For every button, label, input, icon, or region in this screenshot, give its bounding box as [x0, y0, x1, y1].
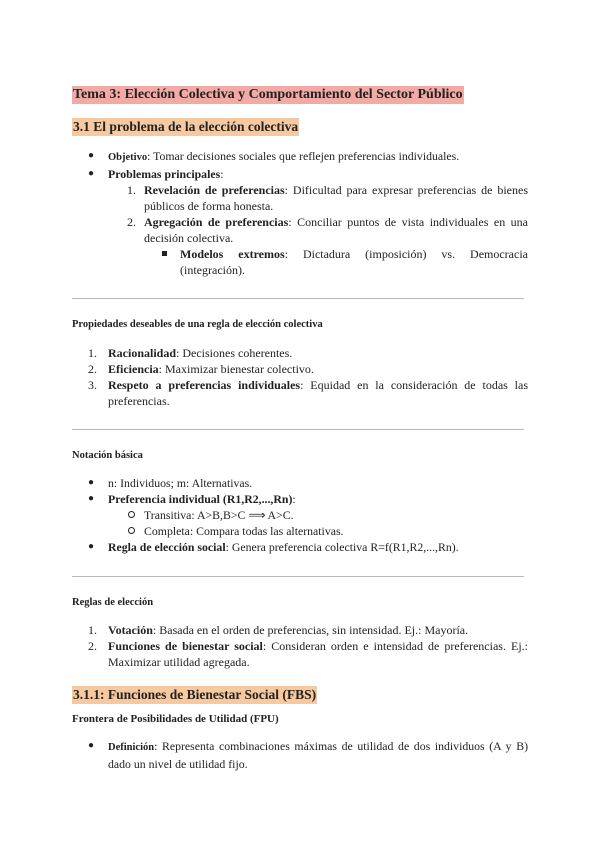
- transitiva-text: Transitiva: A>B,B>C ⟹ A>C.: [144, 508, 294, 522]
- problema-number-1: 1.: [127, 183, 136, 197]
- propiedad-label-1: Racionalidad: [108, 346, 177, 360]
- definicion-label: Definición: [108, 742, 155, 753]
- problemas-label: Problemas principales: [108, 167, 221, 181]
- propiedad-item-3: [72, 377, 528, 409]
- problema-number-2: 2.: [127, 215, 136, 229]
- objetivo-text: : Tomar decisiones sociales que reflejen preferencias individuales.: [147, 149, 460, 163]
- regla-item-1: [72, 622, 528, 638]
- propiedad-text-2: : Maximizar bienestar colectivo.: [158, 362, 314, 376]
- propiedades-heading: Propiedades deseables de una regla de elección colectiva: [72, 319, 323, 330]
- bullet-icon: ●: [88, 168, 95, 179]
- notacion-subitem-completa: [72, 523, 528, 539]
- bullet-icon: ●: [88, 477, 95, 488]
- propiedad-label-2: Eficiencia: [108, 362, 159, 376]
- notacion-heading: Notación básica: [72, 450, 143, 461]
- problema-item-1: [72, 182, 528, 214]
- regla-text: : Genera preferencia colectiva R=f(R1,R2,...,Rn).: [225, 540, 459, 554]
- section-heading-row: [72, 686, 528, 704]
- circle-bullet-icon: [128, 511, 135, 518]
- problema-text-2: : Conciliar puntos de vista individuales en una decisión colectiva.: [144, 215, 529, 245]
- problema-label-2: Agregación de preferencias: [144, 215, 289, 229]
- regla-text-1: : Basada en el orden de preferencias, sin intensidad. Ej.: Mayoría.: [152, 623, 469, 637]
- notacion-text-1: n: Individuos; m: Alternativas.: [108, 476, 253, 490]
- notacion-item-1: [72, 475, 528, 491]
- bullet-icon: ●: [88, 150, 95, 161]
- objetivo-label: Objetivo: [108, 152, 148, 163]
- problemas-colon: :: [220, 167, 224, 181]
- definicion-text: : Representa combinaciones máximas de utilidad de dos individuos (A y B) dado un nivel de utilidad fijo.: [108, 739, 528, 771]
- propiedad-label-3: Respeto a preferencias individuales: [108, 378, 301, 392]
- propiedad-text-1: : Decisiones coherentes.: [176, 346, 293, 360]
- fpu-heading: Frontera de Posibilidades de Utilidad (FPU): [72, 713, 279, 725]
- propiedad-item-1: [72, 345, 528, 361]
- reglas-heading: Reglas de elección: [72, 597, 154, 608]
- completa-text: Completa: Compara todas las alternativas.: [144, 524, 344, 538]
- propiedad-number-2: 2.: [88, 362, 97, 376]
- propiedad-number-1: 1.: [88, 346, 97, 360]
- document-page: [72, 86, 528, 772]
- section-heading-3-1: 3.1 El problema de la elección colectiva: [73, 119, 299, 134]
- regla-label: Regla de elección social: [108, 540, 226, 554]
- propiedad-text-3: : Equidad en la consideración de todas las preferencias.: [108, 378, 528, 408]
- regla-number-1: 1.: [88, 623, 97, 637]
- regla-label-2: Funciones de bienestar social: [108, 639, 263, 653]
- problema-label-1: Revelación de preferencias: [144, 183, 285, 197]
- definicion-item: [72, 738, 528, 772]
- modelos-text: : Dictadura (imposición) vs. Democracia (integración).: [180, 247, 528, 277]
- modelos-label: Modelos extremos: [180, 247, 285, 261]
- title-row: [72, 86, 528, 104]
- notacion-item-regla: [72, 539, 528, 555]
- preferencia-colon: :: [292, 492, 296, 506]
- list-item-problemas: [72, 166, 528, 182]
- problema-item-2: [72, 214, 528, 246]
- bullet-icon: ●: [88, 541, 95, 552]
- notacion-subitem-transitiva: [72, 507, 528, 523]
- preferencia-label: Preferencia individual (R1,R2,...,Rn): [108, 492, 293, 506]
- bullet-icon: ●: [88, 493, 95, 504]
- regla-text-2: : Consideran orden e intensidad de preferencias. Ej.: Maximizar utilidad agregada.: [108, 639, 528, 669]
- regla-number-2: 2.: [88, 639, 97, 653]
- bullet-icon: ●: [88, 740, 95, 751]
- problema-text-1: : Dificultad para expresar preferencias de bienes públicos de forma honesta.: [144, 183, 528, 213]
- modelos-item: [72, 246, 528, 278]
- document-title: Tema 3: Elección Colectiva y Comportamiento del Sector Público: [73, 87, 463, 102]
- circle-bullet-icon: [128, 527, 135, 534]
- section-heading-row: [72, 118, 528, 136]
- square-bullet-icon: [162, 251, 167, 256]
- propiedad-number-3: 3.: [88, 378, 97, 392]
- notacion-item-preferencia: [72, 491, 528, 507]
- regla-label-1: Votación: [108, 623, 153, 637]
- list-item-objetivo: [72, 148, 528, 166]
- propiedad-item-2: [72, 361, 528, 377]
- section-heading-3-1-1: 3.1.1: Funciones de Bienestar Social (FBS): [73, 687, 317, 702]
- regla-item-2: [72, 638, 528, 670]
